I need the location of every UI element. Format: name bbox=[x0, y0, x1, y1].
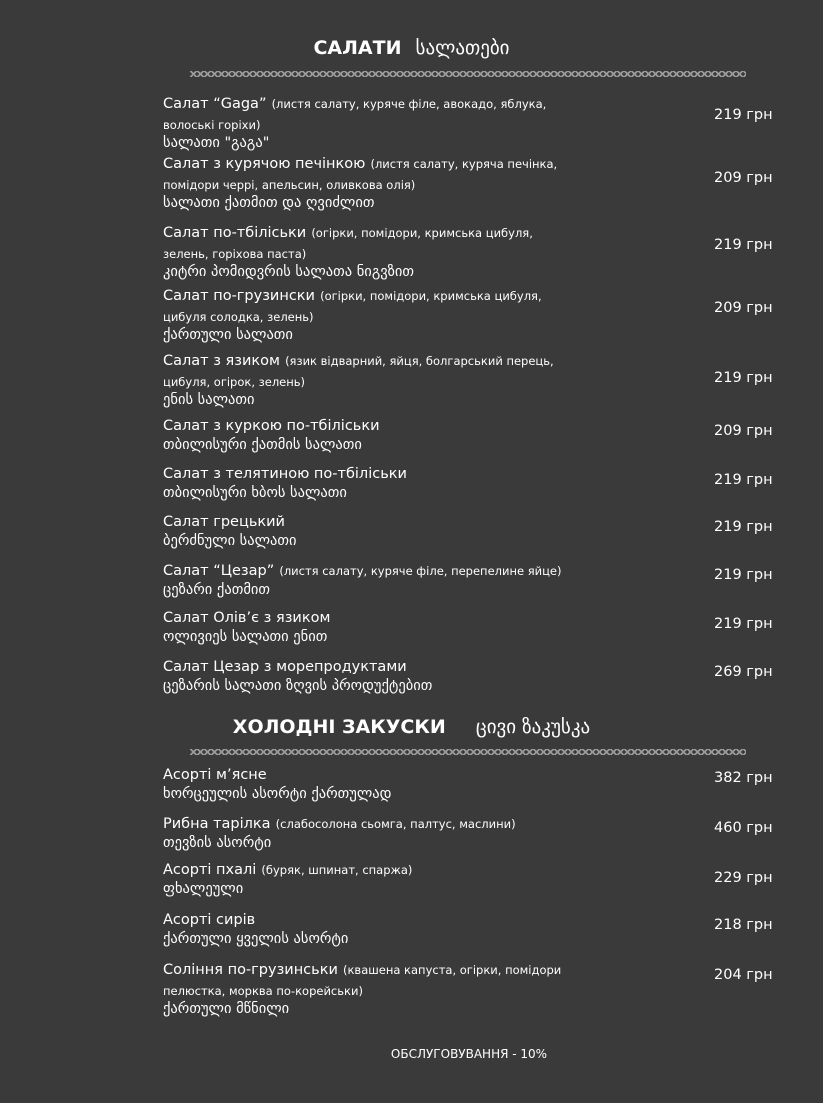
menu-item bbox=[163, 93, 563, 153]
menu-item bbox=[163, 859, 703, 898]
menu-item bbox=[163, 511, 703, 550]
item-price: 209 грн bbox=[714, 300, 773, 316]
item-name-ge: ხორცეულის ასორტი ქართულად bbox=[163, 785, 392, 802]
item-name: Асорті пхалі bbox=[163, 862, 257, 878]
item-price: 269 грн bbox=[714, 664, 773, 680]
item-name: Салат по-тбіліськи bbox=[163, 225, 307, 241]
menu-item bbox=[163, 560, 583, 599]
item-price: 219 грн bbox=[714, 567, 773, 583]
item-name: Салат грецький bbox=[163, 514, 285, 530]
section-title-ua: ХОЛОДНІ ЗАКУСКИ bbox=[232, 716, 446, 738]
section-title-ua: САЛАТИ bbox=[313, 37, 402, 59]
menu-item bbox=[163, 463, 703, 502]
item-name-ge: ენის სალათი bbox=[163, 392, 255, 409]
item-name-ge: ფხალეული bbox=[163, 880, 244, 897]
item-description: (язик відварний, яйця, болгарський перець, цибуля, огірок, зелень) bbox=[163, 354, 554, 389]
item-description: (листя салату, куряче філе, перепелине яйце) bbox=[279, 564, 562, 578]
menu-item bbox=[163, 813, 583, 852]
item-name: Салат з курячою печінкою bbox=[163, 156, 366, 172]
ornament-divider bbox=[190, 749, 746, 755]
item-name-ge: სალათი "გაგა" bbox=[163, 135, 270, 152]
item-name: Салат з язиком bbox=[163, 353, 280, 369]
item-description: (огірки, помідори, кримська цибуля, цибуля солодка, зелень) bbox=[163, 289, 542, 324]
item-name-ge: კიტრი პომიდვრის სალათა ნიგვზით bbox=[163, 264, 415, 281]
menu-item bbox=[163, 764, 703, 803]
item-name-ge: ოლივიეს სალათი ენით bbox=[163, 628, 328, 645]
menu-item bbox=[163, 415, 703, 454]
menu-item bbox=[163, 153, 563, 213]
ornament-divider bbox=[190, 71, 746, 77]
section-title-cold-appetizers bbox=[0, 716, 823, 738]
menu-item bbox=[163, 656, 703, 695]
item-name-ge: ქართული მწნილი bbox=[163, 1001, 290, 1018]
item-price: 219 грн bbox=[714, 237, 773, 253]
item-price: 204 грн bbox=[714, 967, 773, 983]
item-price: 229 грн bbox=[714, 870, 773, 886]
menu-item bbox=[163, 222, 553, 282]
item-price: 209 грн bbox=[714, 170, 773, 186]
item-price: 209 грн bbox=[714, 423, 773, 439]
item-name-ge: თევზის ასორტი bbox=[163, 834, 272, 851]
menu-item bbox=[163, 607, 703, 646]
item-description: (листя салату, куряче філе, авокадо, яблука, волоські горіхи) bbox=[163, 97, 547, 132]
item-name-ge: ქართული სალათი bbox=[163, 327, 293, 344]
item-description: (листя салату, куряча печінка, помідори черрі, апельсин, оливкова олія) bbox=[163, 157, 558, 192]
section-title-salads bbox=[0, 37, 823, 59]
item-name: Рибна тарілка bbox=[163, 816, 271, 832]
item-name: Салат Олів’є з язиком bbox=[163, 610, 331, 626]
item-name: Салат з куркою по-тбіліськи bbox=[163, 418, 380, 434]
item-name-ge: ბერძნული სალათი bbox=[163, 532, 297, 549]
item-price: 219 грн bbox=[714, 107, 773, 123]
item-name: Салат по-грузински bbox=[163, 288, 315, 304]
item-name-ge: სალათი ქათმით და ღვიძლით bbox=[163, 195, 375, 212]
menu-item bbox=[163, 285, 563, 345]
menu-item bbox=[163, 909, 703, 948]
item-price: 219 грн bbox=[714, 370, 773, 386]
item-name: Салат “Gaga” bbox=[163, 96, 267, 112]
item-name-ge: ქართული ყველის ასორტი bbox=[163, 930, 349, 947]
item-name: Асорті м’ясне bbox=[163, 767, 267, 783]
item-name-ge: ცეზარი ქათმით bbox=[163, 581, 271, 598]
item-price: 219 грн bbox=[714, 616, 773, 632]
service-charge-note: ОБСЛУГОВУВАННЯ - 10% bbox=[390, 1047, 548, 1061]
section-title-ge: სალათები bbox=[415, 37, 510, 59]
item-price: 382 грн bbox=[714, 770, 773, 786]
item-name: Соління по-грузинськи bbox=[163, 962, 338, 978]
item-description: (квашена капуста, огірки, помідори пелюстка, морква по-корейськи) bbox=[163, 963, 562, 998]
item-name: Салат Цезар з морепродуктами bbox=[163, 659, 407, 675]
item-name-ge: ცეზარის სალათი ზღვის პროდუქტებით bbox=[163, 677, 433, 694]
section-title-ge: ცივი ზაკუსკა bbox=[475, 716, 591, 738]
item-description: (слабосолона сьомга, палтус, маслини) bbox=[275, 817, 516, 831]
item-name: Салат “Цезар” bbox=[163, 563, 275, 579]
item-name-ge: თბილისური ხბოს სალათი bbox=[163, 484, 347, 501]
menu-item bbox=[163, 350, 563, 410]
item-name: Салат з телятиною по-тбіліськи bbox=[163, 466, 407, 482]
item-price: 218 грн bbox=[714, 917, 773, 933]
item-price: 219 грн bbox=[714, 472, 773, 488]
item-description: (огірки, помідори, кримська цибуля, зелень, горіхова паста) bbox=[163, 226, 533, 261]
item-name: Асорті сирів bbox=[163, 912, 256, 928]
item-price: 219 грн bbox=[714, 519, 773, 535]
item-price: 460 грн bbox=[714, 820, 773, 836]
menu-item bbox=[163, 959, 573, 1019]
item-name-ge: თბილისური ქათმის სალათი bbox=[163, 436, 362, 453]
item-description: (буряк, шпинат, спаржа) bbox=[261, 863, 413, 877]
